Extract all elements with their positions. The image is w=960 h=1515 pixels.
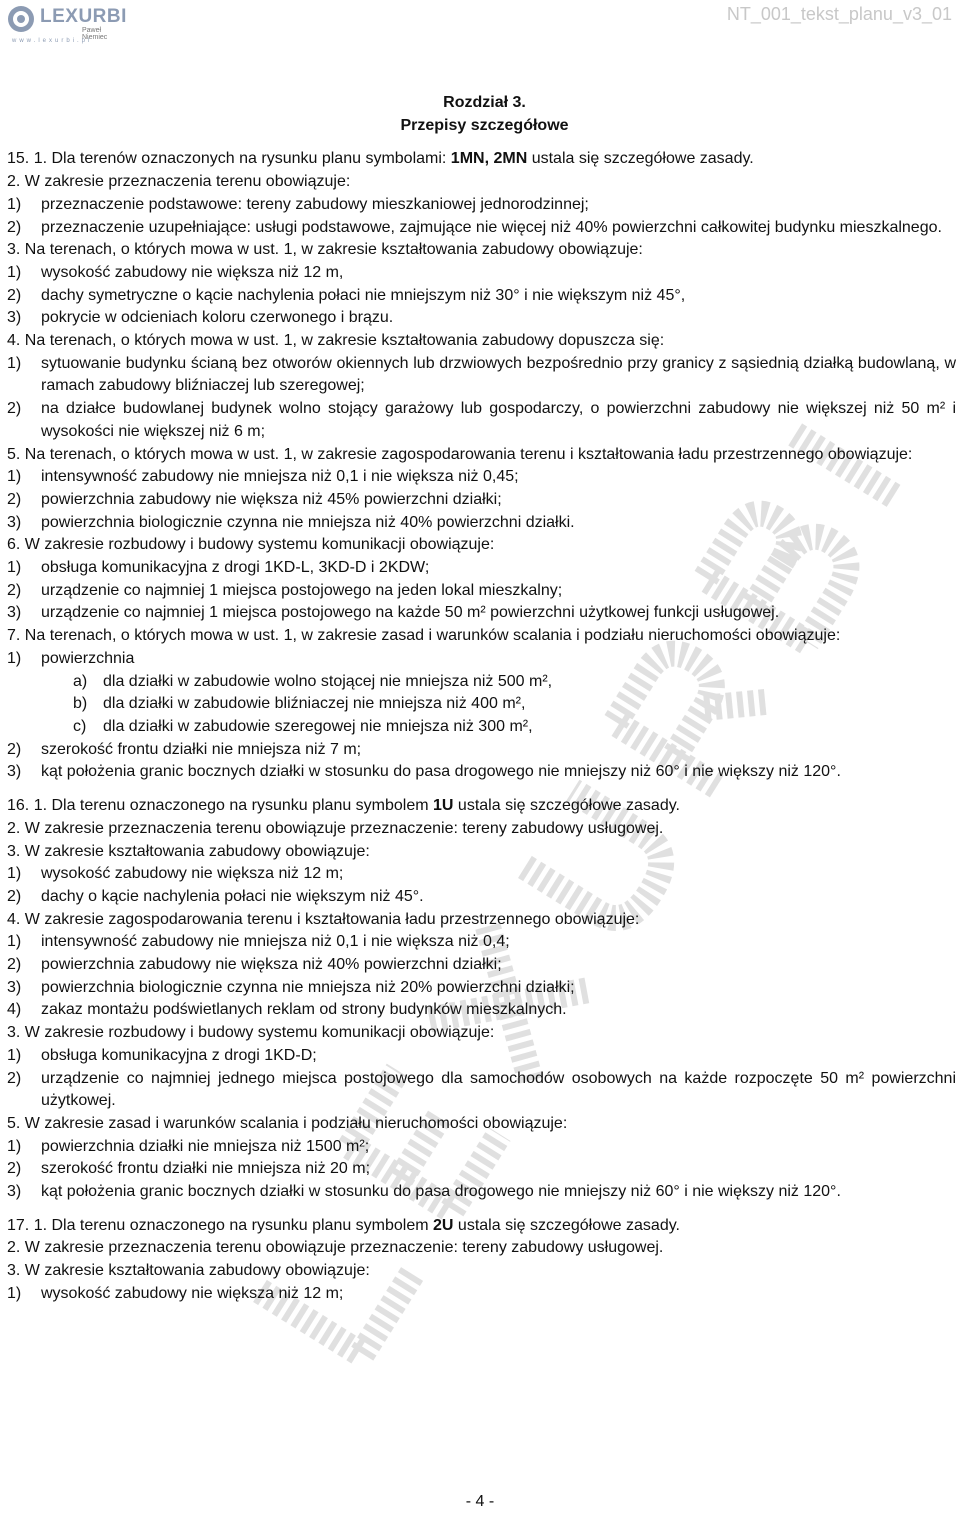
list-item-number: 1): [7, 468, 22, 486]
paragraph-text: urządzenie co najmniej 1 miejsca postojowego na jeden lokal mieszkalny;: [41, 581, 563, 599]
list-item-number: 1): [7, 649, 22, 667]
paragraph-text: 6. W zakresie rozbudowy i budowy systemu komunikacji obowiązuje:: [7, 536, 495, 554]
paragraph: [7, 534, 956, 557]
paragraph-text: sytuowanie budynku ścianą bez otworów okiennych lub drzwiowych bezpośrednio przy granicy z sąsiednią działką budowlaną, w ramach zabudowy bliźniaczej lub szeregowej;: [41, 354, 956, 395]
paragraph-text: pokrycie w odcieniach koloru czerwonego i brązu.: [41, 309, 394, 327]
section-spacer: [7, 137, 956, 148]
paragraph-text: 3. W zakresie kształtowania zabudowy obowiązuje:: [7, 842, 370, 860]
list-item: [7, 1158, 956, 1181]
logo-mark-icon: [6, 4, 36, 34]
paragraph: [7, 1237, 956, 1260]
list-item-number: 1): [7, 354, 22, 372]
paragraph-text: przeznaczenie podstawowe: tereny zabudowy mieszkaniowej jednorodzinnej;: [41, 195, 589, 213]
section-spacer: [7, 1204, 956, 1215]
list-item: [7, 886, 956, 909]
paragraph-text: urządzenie co najmniej jednego miejsca postojowego dla samochodów osobowych na każde rozpoczęte 50 m² powierzchni użytkowej.: [41, 1069, 956, 1110]
list-item: [7, 954, 956, 977]
list-item-number: 3): [7, 604, 22, 622]
paragraph: [7, 795, 956, 818]
paragraph-text: powierzchnia zabudowy nie większa niż 45% powierzchni działki;: [41, 490, 502, 508]
list-item: [7, 671, 956, 694]
text-segment: ustala się szczegółowe zasady.: [453, 797, 680, 815]
paragraph: [7, 625, 956, 648]
paragraph-list: [7, 137, 956, 1305]
list-item: [7, 761, 956, 784]
list-item: [7, 716, 956, 739]
paragraph-text: 2. W zakresie przeznaczenia terenu obowiązuje:: [7, 173, 351, 191]
list-item: [7, 1283, 956, 1306]
list-item: [7, 512, 956, 535]
paragraph-text: urządzenie co najmniej 1 miejsca postojowego na każde 50 m² powierzchni użytkowej funkcji usługowej.: [41, 604, 780, 622]
list-item-number: 3): [7, 513, 22, 531]
paragraph-text: kąt położenia granic bocznych działki w stosunku do pasa drogowego nie mniejszy niż 60° i nie większy niż 120°.: [41, 763, 841, 781]
paragraph-text: 4. Na terenach, o których mowa w ust. 1, w zakresie kształtowania zabudowy dopuszcza się:: [7, 332, 665, 350]
list-item: [7, 398, 956, 443]
paragraph-text: intensywność zabudowy nie mniejsza niż 0,1 i nie większa niż 0,4;: [41, 933, 510, 951]
list-item-number: 1): [7, 559, 22, 577]
list-item: [7, 557, 956, 580]
list-item: [7, 285, 956, 308]
paragraph: [7, 444, 956, 467]
list-item: [7, 466, 956, 489]
paragraph-text: 3. W zakresie kształtowania zabudowy obowiązuje:: [7, 1262, 370, 1280]
list-item: [7, 580, 956, 603]
list-item: [7, 693, 956, 716]
list-item-number: 3): [7, 1183, 22, 1201]
list-item: [7, 307, 956, 330]
paragraph: [7, 330, 956, 353]
list-item: [7, 999, 956, 1022]
text-segment: 17. 1. Dla terenu oznaczonego na rysunku planu symbolem: [7, 1216, 434, 1234]
paragraph-text: zakaz montażu podświetlanych reklam od strony budynków mieszkalnych.: [41, 1001, 567, 1019]
paragraph-text: wysokość zabudowy nie większa niż 12 m;: [41, 1284, 344, 1302]
paragraph-text: na działce budowlanej budynek wolno stojący garażowy lub gospodarczy, o powierzchni zabudowy nie większej niż 50 m² i wysokości nie większej niż 6 m;: [41, 400, 956, 440]
paragraph-text: powierzchnia biologicznie czynna nie mniejsza niż 20% powierzchni działki;: [41, 978, 575, 996]
list-item-number: 1): [7, 1284, 22, 1302]
list-item: [7, 1045, 956, 1068]
text-segment: 15. 1. Dla terenów oznaczonych na rysunku planu symbolami:: [7, 150, 451, 168]
chapter-title: Rozdział 3.: [443, 94, 526, 111]
paragraph: [7, 1022, 956, 1045]
paragraph-text: szerokość frontu działki nie mniejsza niż 20 m;: [41, 1160, 371, 1178]
section-spacer: [7, 784, 956, 795]
list-item-number: 2): [7, 887, 22, 905]
list-item: [7, 739, 956, 762]
logo-subtitle: Paweł Niemiec: [82, 27, 108, 41]
list-item: [7, 353, 956, 398]
list-item: [7, 1136, 956, 1159]
area-symbol: 1U: [433, 797, 454, 815]
document-id: NT_001_tekst_planu_v3_01: [726, 4, 952, 24]
list-item-number: 2): [7, 740, 22, 758]
list-item-number: c): [73, 717, 87, 735]
paragraph-text: powierzchnia biologicznie czynna nie mniejsza niż 40% powierzchni działki.: [41, 513, 575, 531]
list-item: [7, 1068, 956, 1113]
list-item-number: 2): [7, 490, 22, 508]
list-item-number: 1): [7, 1137, 22, 1155]
text-segment: 16. 1. Dla terenu oznaczonego na rysunku planu symbolem: [7, 797, 434, 815]
list-item: [7, 977, 956, 1000]
list-item-number: 1): [7, 1046, 22, 1064]
paragraph-text: dachy symetryczne o kącie nachylenia połaci nie mniejszym niż 30° i nie większym niż 45°,: [41, 286, 686, 304]
paragraph: [7, 171, 956, 194]
list-item: [7, 489, 956, 512]
area-symbol: 2U: [433, 1216, 454, 1234]
paragraph-text: 3. Na terenach, o których mowa w ust. 1, w zakresie kształtowania zabudowy obowiązuje:: [7, 241, 643, 259]
list-item-number: 1): [7, 933, 22, 951]
paragraph-text: szerokość frontu działki nie mniejsza niż 7 m;: [41, 740, 362, 758]
list-item: [7, 262, 956, 285]
paragraph: [7, 909, 956, 932]
paragraph-text: obsługa komunikacyjna z drogi 1KD-L, 3KD-D i 2KDW;: [41, 559, 430, 577]
paragraph: [7, 841, 956, 864]
list-item-number: 3): [7, 309, 22, 327]
paragraph: [7, 818, 956, 841]
list-item-number: 2): [7, 1069, 22, 1087]
list-item-number: 2): [7, 218, 22, 236]
paragraph-text: powierzchnia: [41, 649, 135, 667]
list-item: [7, 217, 956, 240]
paragraph-text: kąt położenia granic bocznych działki w stosunku do pasa drogowego nie mniejszy niż 60° i nie większy niż 120°.: [41, 1183, 841, 1201]
list-item: [7, 1181, 956, 1204]
list-item: [7, 648, 956, 671]
paragraph-text: 4. W zakresie zagospodarowania terenu i kształtowania ładu przestrzennego obowiązuje:: [7, 910, 640, 928]
paragraph-text: 2. W zakresie przeznaczenia terenu obowiązuje przeznaczenie: tereny zabudowy usługowej.: [7, 1239, 664, 1257]
logo-text: LEXURBI: [40, 6, 127, 27]
document-body: [7, 92, 956, 1306]
logo-url: www.lexurbi.pl: [12, 38, 93, 44]
paragraph-text: powierzchnia działki nie mniejsza niż 1500 m²;: [41, 1137, 370, 1155]
list-item-number: b): [73, 695, 88, 713]
paragraph-text: przeznaczenie uzupełniające: usługi podstawowe, zajmujące nie więcej niż 40% powierzchni całkowitej budynku mieszkalnego.: [41, 218, 942, 236]
paragraph-text: 7. Na terenach, o których mowa w ust. 1, w zakresie zasad i warunków scalania i podziału nieruchomości obowiązuje:: [7, 627, 841, 645]
paragraph: [7, 148, 956, 171]
paragraph-text: wysokość zabudowy nie większa niż 12 m,: [41, 263, 344, 281]
list-item-number: 1): [7, 865, 22, 883]
paragraph-text: 2. W zakresie przeznaczenia terenu obowiązuje przeznaczenie: tereny zabudowy usługowej.: [7, 819, 664, 837]
text-segment: ustala się szczegółowe zasady.: [527, 150, 754, 168]
paragraph: [7, 239, 956, 262]
paragraph-text: dla działki w zabudowie bliźniaczej nie mniejsza niż 400 m²,: [103, 695, 526, 713]
list-item-number: 1): [7, 195, 22, 213]
paragraph-text: dachy o kącie nachylenia połaci nie większym niż 45°.: [41, 887, 424, 905]
text-segment: ustala się szczegółowe zasady.: [453, 1216, 680, 1234]
area-symbol: 1MN, 2MN: [450, 150, 528, 168]
paragraph: [7, 1113, 956, 1136]
chapter-subtitle: Przepisy szczegółowe: [400, 116, 569, 134]
paragraph: [7, 1260, 956, 1283]
paragraph-text: 5. Na terenach, o których mowa w ust. 1, w zakresie zagospodarowania terenu i kształtowania ładu przestrzennego obowiązuje:: [7, 445, 913, 463]
list-item-number: 2): [7, 581, 22, 599]
paragraph-text: powierzchnia zabudowy nie większa niż 40% powierzchni działki;: [41, 956, 502, 974]
list-item: [7, 602, 956, 625]
list-item-number: a): [73, 672, 88, 690]
paragraph-text: obsługa komunikacyjna z drogi 1KD-D;: [41, 1046, 317, 1064]
paragraph: [7, 1215, 956, 1238]
list-item: [7, 863, 956, 886]
paragraph-text: dla działki w zabudowie wolno stojącej nie mniejsza niż 500 m²,: [103, 672, 553, 690]
list-item-number: 2): [7, 956, 22, 974]
list-item-number: 4): [7, 1001, 22, 1019]
paragraph-text: dla działki w zabudowie szeregowej nie mniejsza niż 300 m²,: [103, 717, 533, 735]
list-item-number: 2): [7, 286, 22, 304]
paragraph-text: wysokość zabudowy nie większa niż 12 m;: [41, 865, 344, 883]
lexurbi-logo: [6, 2, 127, 46]
list-item-number: 1): [7, 263, 22, 281]
list-item-number: 3): [7, 763, 22, 781]
paragraph-text: 5. W zakresie zasad i warunków scalania i podziału nieruchomości obowiązuje:: [7, 1114, 568, 1132]
list-item: [7, 931, 956, 954]
list-item-number: 3): [7, 978, 22, 996]
paragraph-text: intensywność zabudowy nie mniejsza niż 0,1 i nie większa niż 0,45;: [41, 468, 519, 486]
list-item-number: 2): [7, 1160, 22, 1178]
page-number: - 4 -: [465, 1493, 495, 1510]
list-item-number: 2): [7, 400, 22, 418]
paragraph-text: 3. W zakresie rozbudowy i budowy systemu komunikacji obowiązuje:: [7, 1024, 495, 1042]
list-item: [7, 194, 956, 217]
